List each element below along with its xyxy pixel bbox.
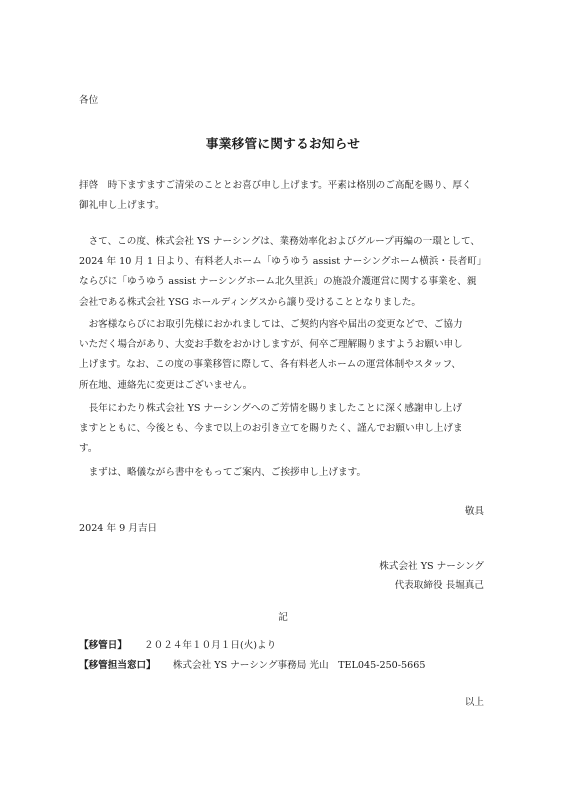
transfer-date-label: 【移管日】 — [79, 640, 127, 651]
text-line: 上げます。なお、この度の事業移管に際して、各有料老人ホームの運営体制やスタッフ、 — [79, 359, 462, 371]
text-line: す。 — [79, 443, 98, 455]
text-line: お客様ならびにお取引先様におかれましては、ご契約内容や届出の変更などで、ご協力 — [79, 319, 463, 330]
transfer-paragraph — [79, 232, 489, 313]
text-line: ますとともに、今後とも、今まで以上のお引き立てを賜りたく、謹んでお願い申し上げま — [79, 423, 463, 435]
text-line: さて、この度、株式会社 YS ナーシングは、業務効率化およびグループ再編の一環として、 — [79, 236, 480, 247]
company-name: 株式会社 YS ナーシング — [379, 561, 484, 572]
contact-row — [79, 660, 425, 672]
text-line: 会社である株式会社 YSG ホールディングスから譲り受けることとなりました。 — [79, 296, 422, 308]
contact-label: 【移管担当窓口】 — [79, 660, 156, 671]
text-line: いただく場合があり、大変お手数をおかけしますが、何卒ご理解賜りますようお願い申し — [79, 339, 463, 351]
customer-paragraph — [79, 315, 489, 396]
closing-paragraph — [79, 463, 489, 483]
transfer-date-row — [79, 640, 276, 652]
text-line: 長年にわたり株式会社 YS ナーシングへのご芳情を賜りましたことに深く感謝申し上げ — [79, 403, 462, 414]
gratitude-paragraph — [79, 399, 489, 460]
text-line: 2024 年 10 月 1 日より、有料老人ホーム「ゆうゆう assist ナーシングホーム横浜・長者町」 — [79, 256, 487, 268]
end-marker: 以上 — [464, 697, 484, 708]
closing-word: 敬具 — [464, 506, 484, 517]
text-line: 拝啓 時下ますますご清栄のこととお喜び申し上げます。平素は格別のご高配を賜り、厚く — [79, 180, 472, 191]
ki-marker: 記 — [278, 612, 288, 623]
addressee: 各位 — [79, 95, 99, 106]
text-line: 御礼申し上げます。 — [79, 200, 165, 212]
letter-date: 2024 年 9 月吉日 — [79, 523, 158, 534]
text-line: 所在地、連絡先に変更はございません。 — [79, 379, 253, 391]
transfer-date-value: ２０２４年１０月１日(火)より — [144, 640, 277, 651]
page-title: 事業移管に関するお知らせ — [205, 136, 361, 151]
contact-value: 株式会社 YS ナーシング事務局 光山 TEL045-250-5665 — [172, 660, 426, 671]
text-line: ならびに「ゆうゆう assist ナーシングホーム北久里浜」の施設介護運営に関する事業を、親 — [79, 276, 477, 288]
text-line: まずは、略儀ながら書中をもってご案内、ご挨拶申し上げます。 — [79, 467, 367, 478]
greeting-paragraph — [79, 176, 489, 216]
representative-name: 代表取締役 長堀真己 — [394, 580, 484, 591]
